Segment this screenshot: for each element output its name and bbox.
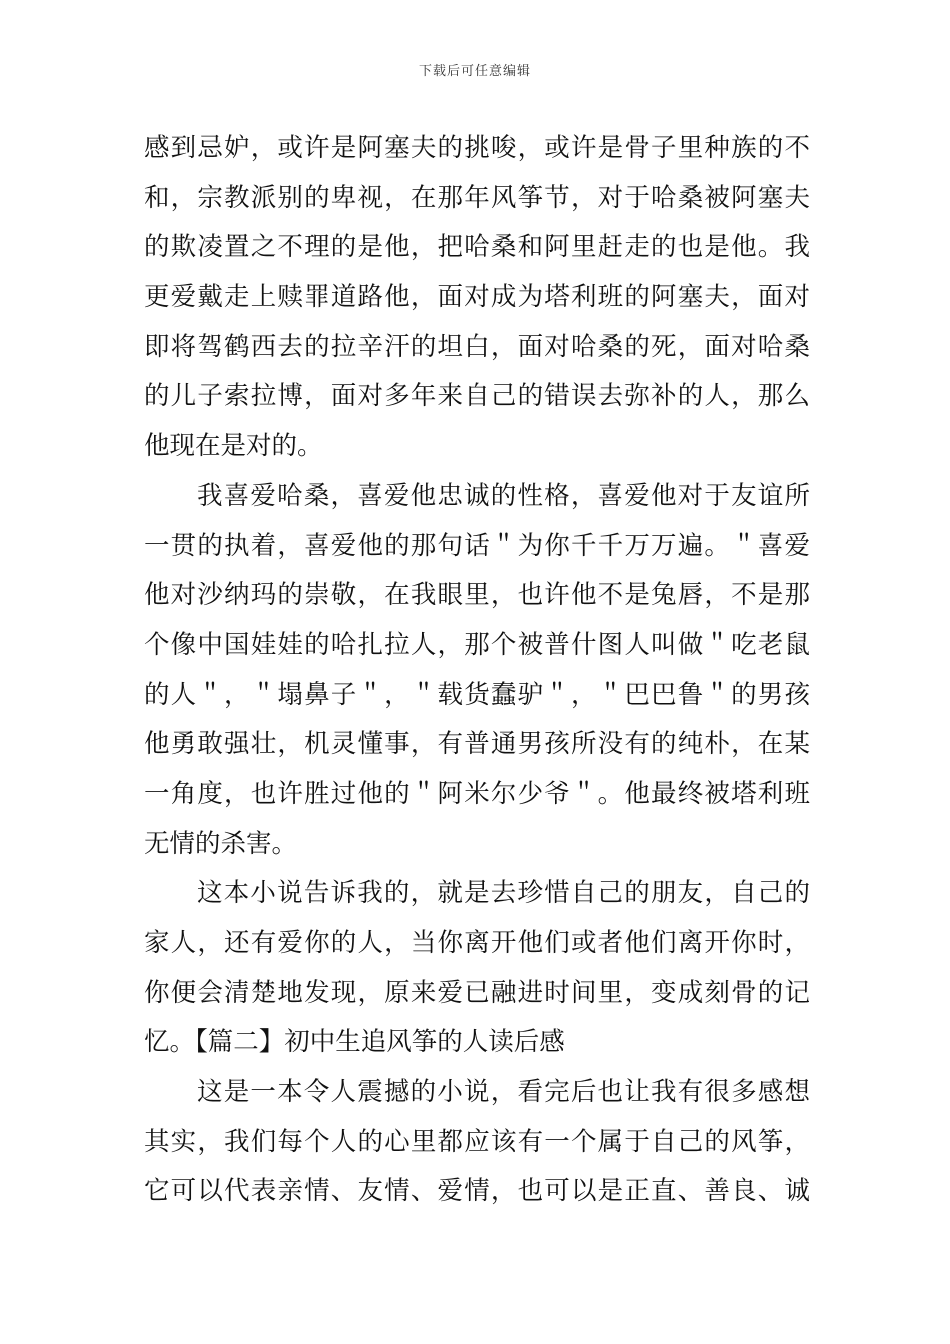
text-line: 即将驾鹤西去的拉辛汗的坦白，面对哈桑的死，面对哈桑 bbox=[144, 331, 810, 362]
paragraph bbox=[144, 124, 810, 472]
text-line: 你便会清楚地发现，原来爱已融进时间里，变成刻骨的记 bbox=[144, 977, 810, 1008]
text-line: 其实，我们每个人的心里都应该有一个属于自己的风筝， bbox=[144, 1126, 810, 1157]
text-line: 和，宗教派别的卑视，在那年风筝节，对于哈桑被阿塞夫 bbox=[144, 182, 810, 213]
text-line: 一角度，也许胜过他的＂阿米尔少爷＂。他最终被塔利班 bbox=[144, 778, 810, 809]
text-line: 他勇敢强壮，机灵懂事，有普通男孩所没有的纯朴，在某 bbox=[144, 729, 810, 760]
text-line: 感到忌妒，或许是阿塞夫的挑唆，或许是骨子里种族的不 bbox=[144, 133, 810, 163]
text-line: 这是一本令人震撼的小说，看完后也让我有很多感想 bbox=[197, 1077, 810, 1108]
page-header: 下载后可任意编辑 bbox=[418, 64, 531, 79]
text-line: 他对沙纳玛的崇敬，在我眼里，也许他不是兔唇，不是那 bbox=[144, 580, 810, 611]
text-line: 更爱戴走上赎罪道路他，面对成为塔利班的阿塞夫，面对 bbox=[144, 282, 810, 313]
text-line: 的儿子索拉博，面对多年来自己的错误去弥补的人，那么 bbox=[144, 381, 810, 412]
text-line: 一贯的执着，喜爱他的那句话＂为你千千万万遍。＂喜爱 bbox=[144, 530, 810, 561]
text-line: 忆。【篇二】初中生追风筝的人读后感 bbox=[144, 1027, 565, 1058]
text-line: 这本小说告诉我的，就是去珍惜自己的朋友，自己的 bbox=[197, 878, 810, 909]
text-line: 个像中国娃娃的哈扎拉人，那个被普什图人叫做＂吃老鼠 bbox=[144, 629, 810, 660]
paragraph bbox=[144, 472, 810, 870]
text-line: 无情的杀害。 bbox=[144, 828, 298, 859]
text-line: 的人＂，＂塌鼻子＂，＂载货蠢驴＂，＂巴巴鲁＂的男孩 bbox=[144, 679, 810, 710]
text-line: 的欺凌置之不理的是他，把哈桑和阿里赶走的也是他。我 bbox=[144, 232, 810, 263]
text-line: 我喜爱哈桑，喜爱他忠诚的性格，喜爱他对于友谊所 bbox=[197, 480, 810, 511]
paragraph bbox=[144, 1068, 810, 1217]
text-line: 家人，还有爱你的人，当你离开他们或者他们离开你时， bbox=[144, 928, 810, 958]
text-line: 他现在是对的。 bbox=[144, 431, 323, 462]
text-line: 它可以代表亲情、友情、爱情，也可以是正直、善良、诚 bbox=[144, 1176, 810, 1207]
document-body bbox=[144, 124, 810, 1217]
paragraph bbox=[144, 869, 810, 1068]
